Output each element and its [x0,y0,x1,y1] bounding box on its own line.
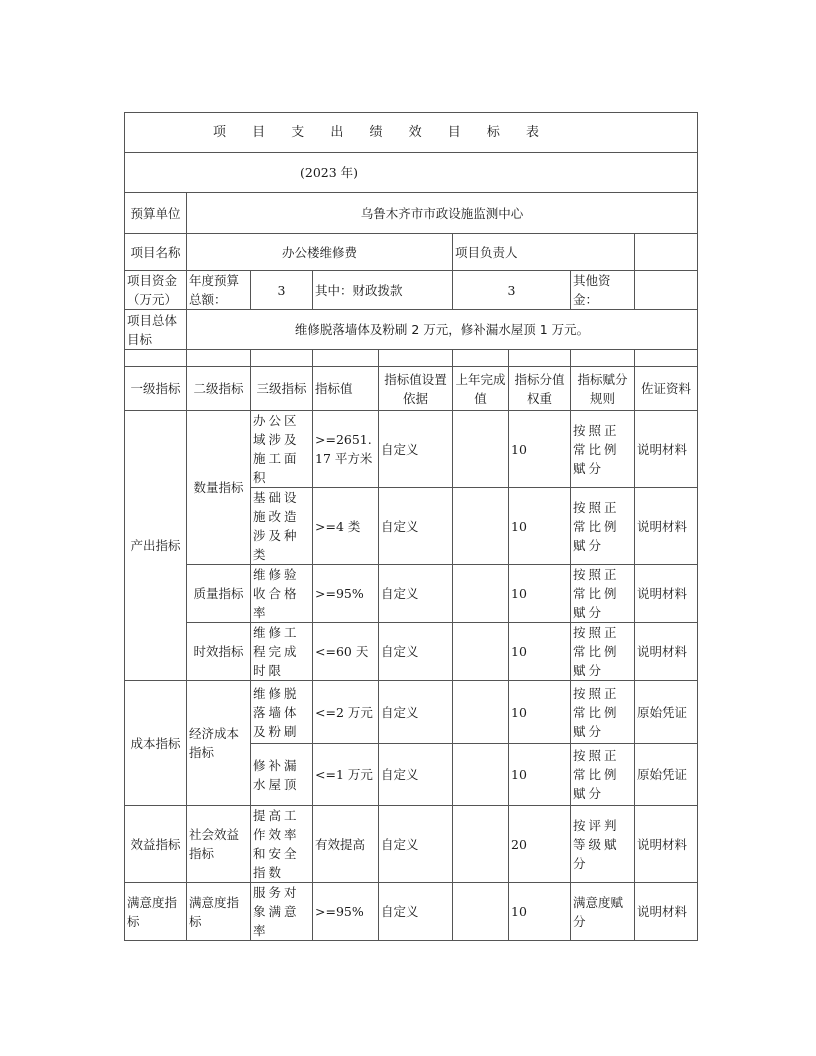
other-funds-label: 其他资金： [571,271,635,310]
header-rule: 指标赋分规则 [571,367,635,411]
group-satisfaction-sub: 满意度指标 [187,883,251,941]
funds-label: 项目资金（万元） [125,271,187,310]
row-weight: 10 [509,883,571,941]
table-row [125,806,698,883]
row-l3: 修补漏水屋顶 [251,744,313,806]
row-evidence: 说明材料 [635,565,698,623]
row-l3: 维修验收合格率 [251,565,313,623]
annual-budget-value: 3 [251,271,313,310]
row-l3: 提高工作效率和安全指数 [251,806,313,883]
row-evidence: 说明材料 [635,806,698,883]
group-social-benefit: 社会效益指标 [187,806,251,883]
header-row [125,367,698,411]
row-evidence: 说明材料 [635,883,698,941]
row-basis: 自定义 [379,411,453,488]
row-rule: 按照正常比例赋分 [571,681,635,744]
group-output: 产出指标 [125,411,187,681]
overall-goal-value: 维修脱落墙体及粉刷 2 万元，修补漏水屋顶 1 万元。 [187,310,698,350]
row-basis: 自定义 [379,744,453,806]
row-l3: 维修工程完成时限 [251,623,313,681]
row-basis: 自定义 [379,488,453,565]
row-prev [453,488,509,565]
table-row [125,883,698,941]
row-evidence: 原始凭证 [635,681,698,744]
row-l3: 维修脱落墙体及粉刷 [251,681,313,744]
row-basis: 自定义 [379,681,453,744]
header-l3: 三级指标 [251,367,313,411]
row-value: >=2651.17 平方米 [313,411,379,488]
annual-budget-label: 年度预算总额： [187,271,251,310]
row-prev [453,565,509,623]
spacer-row [125,350,698,367]
row-weight: 10 [509,488,571,565]
group-benefit: 效益指标 [125,806,187,883]
row-basis: 自定义 [379,883,453,941]
group-quantity: 数量指标 [187,411,251,565]
budget-unit-value: 乌鲁木齐市市政设施监测中心 [187,193,698,234]
row-value: <=60 天 [313,623,379,681]
overall-goal-label: 项目总体目标 [125,310,187,350]
row-prev [453,806,509,883]
row-value: <=2 万元 [313,681,379,744]
row-weight: 20 [509,806,571,883]
row-prev [453,883,509,941]
table-row [125,411,698,488]
row-value: >=95% [313,883,379,941]
group-econ-cost: 经济成本指标 [187,681,251,806]
project-name-label: 项目名称 [125,234,187,271]
page-title: 项 目 支 出 绩 效 目 标 表 [125,113,698,153]
row-basis: 自定义 [379,565,453,623]
header-value: 指标值 [313,367,379,411]
row-l3: 服务对象满意率 [251,883,313,941]
row-l3: 基础设施改造涉及种类 [251,488,313,565]
project-name-value: 办公楼维修费 [187,234,453,271]
row-value: >=4 类 [313,488,379,565]
row-prev [453,411,509,488]
project-leader-label: 项目负责人 [453,234,635,271]
row-evidence: 说明材料 [635,411,698,488]
header-l1: 一级指标 [125,367,187,411]
fiscal-grant-label: 其中：财政拨款 [313,271,453,310]
row-value: 有效提高 [313,806,379,883]
row-weight: 10 [509,411,571,488]
group-satisfaction: 满意度指标 [125,883,187,941]
row-prev [453,681,509,744]
row-evidence: 原始凭证 [635,744,698,806]
row-rule: 满意度赋分 [571,883,635,941]
budget-unit-label: 预算单位 [125,193,187,234]
group-quality: 质量指标 [187,565,251,623]
year-label: (2023 年) [125,153,698,193]
group-cost: 成本指标 [125,681,187,806]
row-weight: 10 [509,744,571,806]
header-l2: 二级指标 [187,367,251,411]
row-basis: 自定义 [379,806,453,883]
other-funds-value [635,271,698,310]
row-value: >=95% [313,565,379,623]
row-prev [453,744,509,806]
row-weight: 10 [509,681,571,744]
row-weight: 10 [509,565,571,623]
row-basis: 自定义 [379,623,453,681]
row-value: <=1 万元 [313,744,379,806]
row-evidence: 说明材料 [635,623,698,681]
header-evidence: 佐证资料 [635,367,698,411]
row-prev [453,623,509,681]
row-rule: 按照正常比例赋分 [571,565,635,623]
row-rule: 按照正常比例赋分 [571,744,635,806]
row-rule: 按照正常比例赋分 [571,488,635,565]
table-row [125,623,698,681]
row-evidence: 说明材料 [635,488,698,565]
row-l3: 办公区域涉及施工面积 [251,411,313,488]
group-timeliness: 时效指标 [187,623,251,681]
project-leader-value [635,234,698,271]
fiscal-grant-value: 3 [453,271,571,310]
header-prev: 上年完成值 [453,367,509,411]
row-rule: 按照正常比例赋分 [571,411,635,488]
performance-target-table [124,112,698,941]
row-rule: 按照正常比例赋分 [571,623,635,681]
header-weight: 指标分值权重 [509,367,571,411]
row-rule: 按评判等级赋分 [571,806,635,883]
row-weight: 10 [509,623,571,681]
table-row [125,681,698,744]
header-basis: 指标值设置依据 [379,367,453,411]
table-row [125,565,698,623]
